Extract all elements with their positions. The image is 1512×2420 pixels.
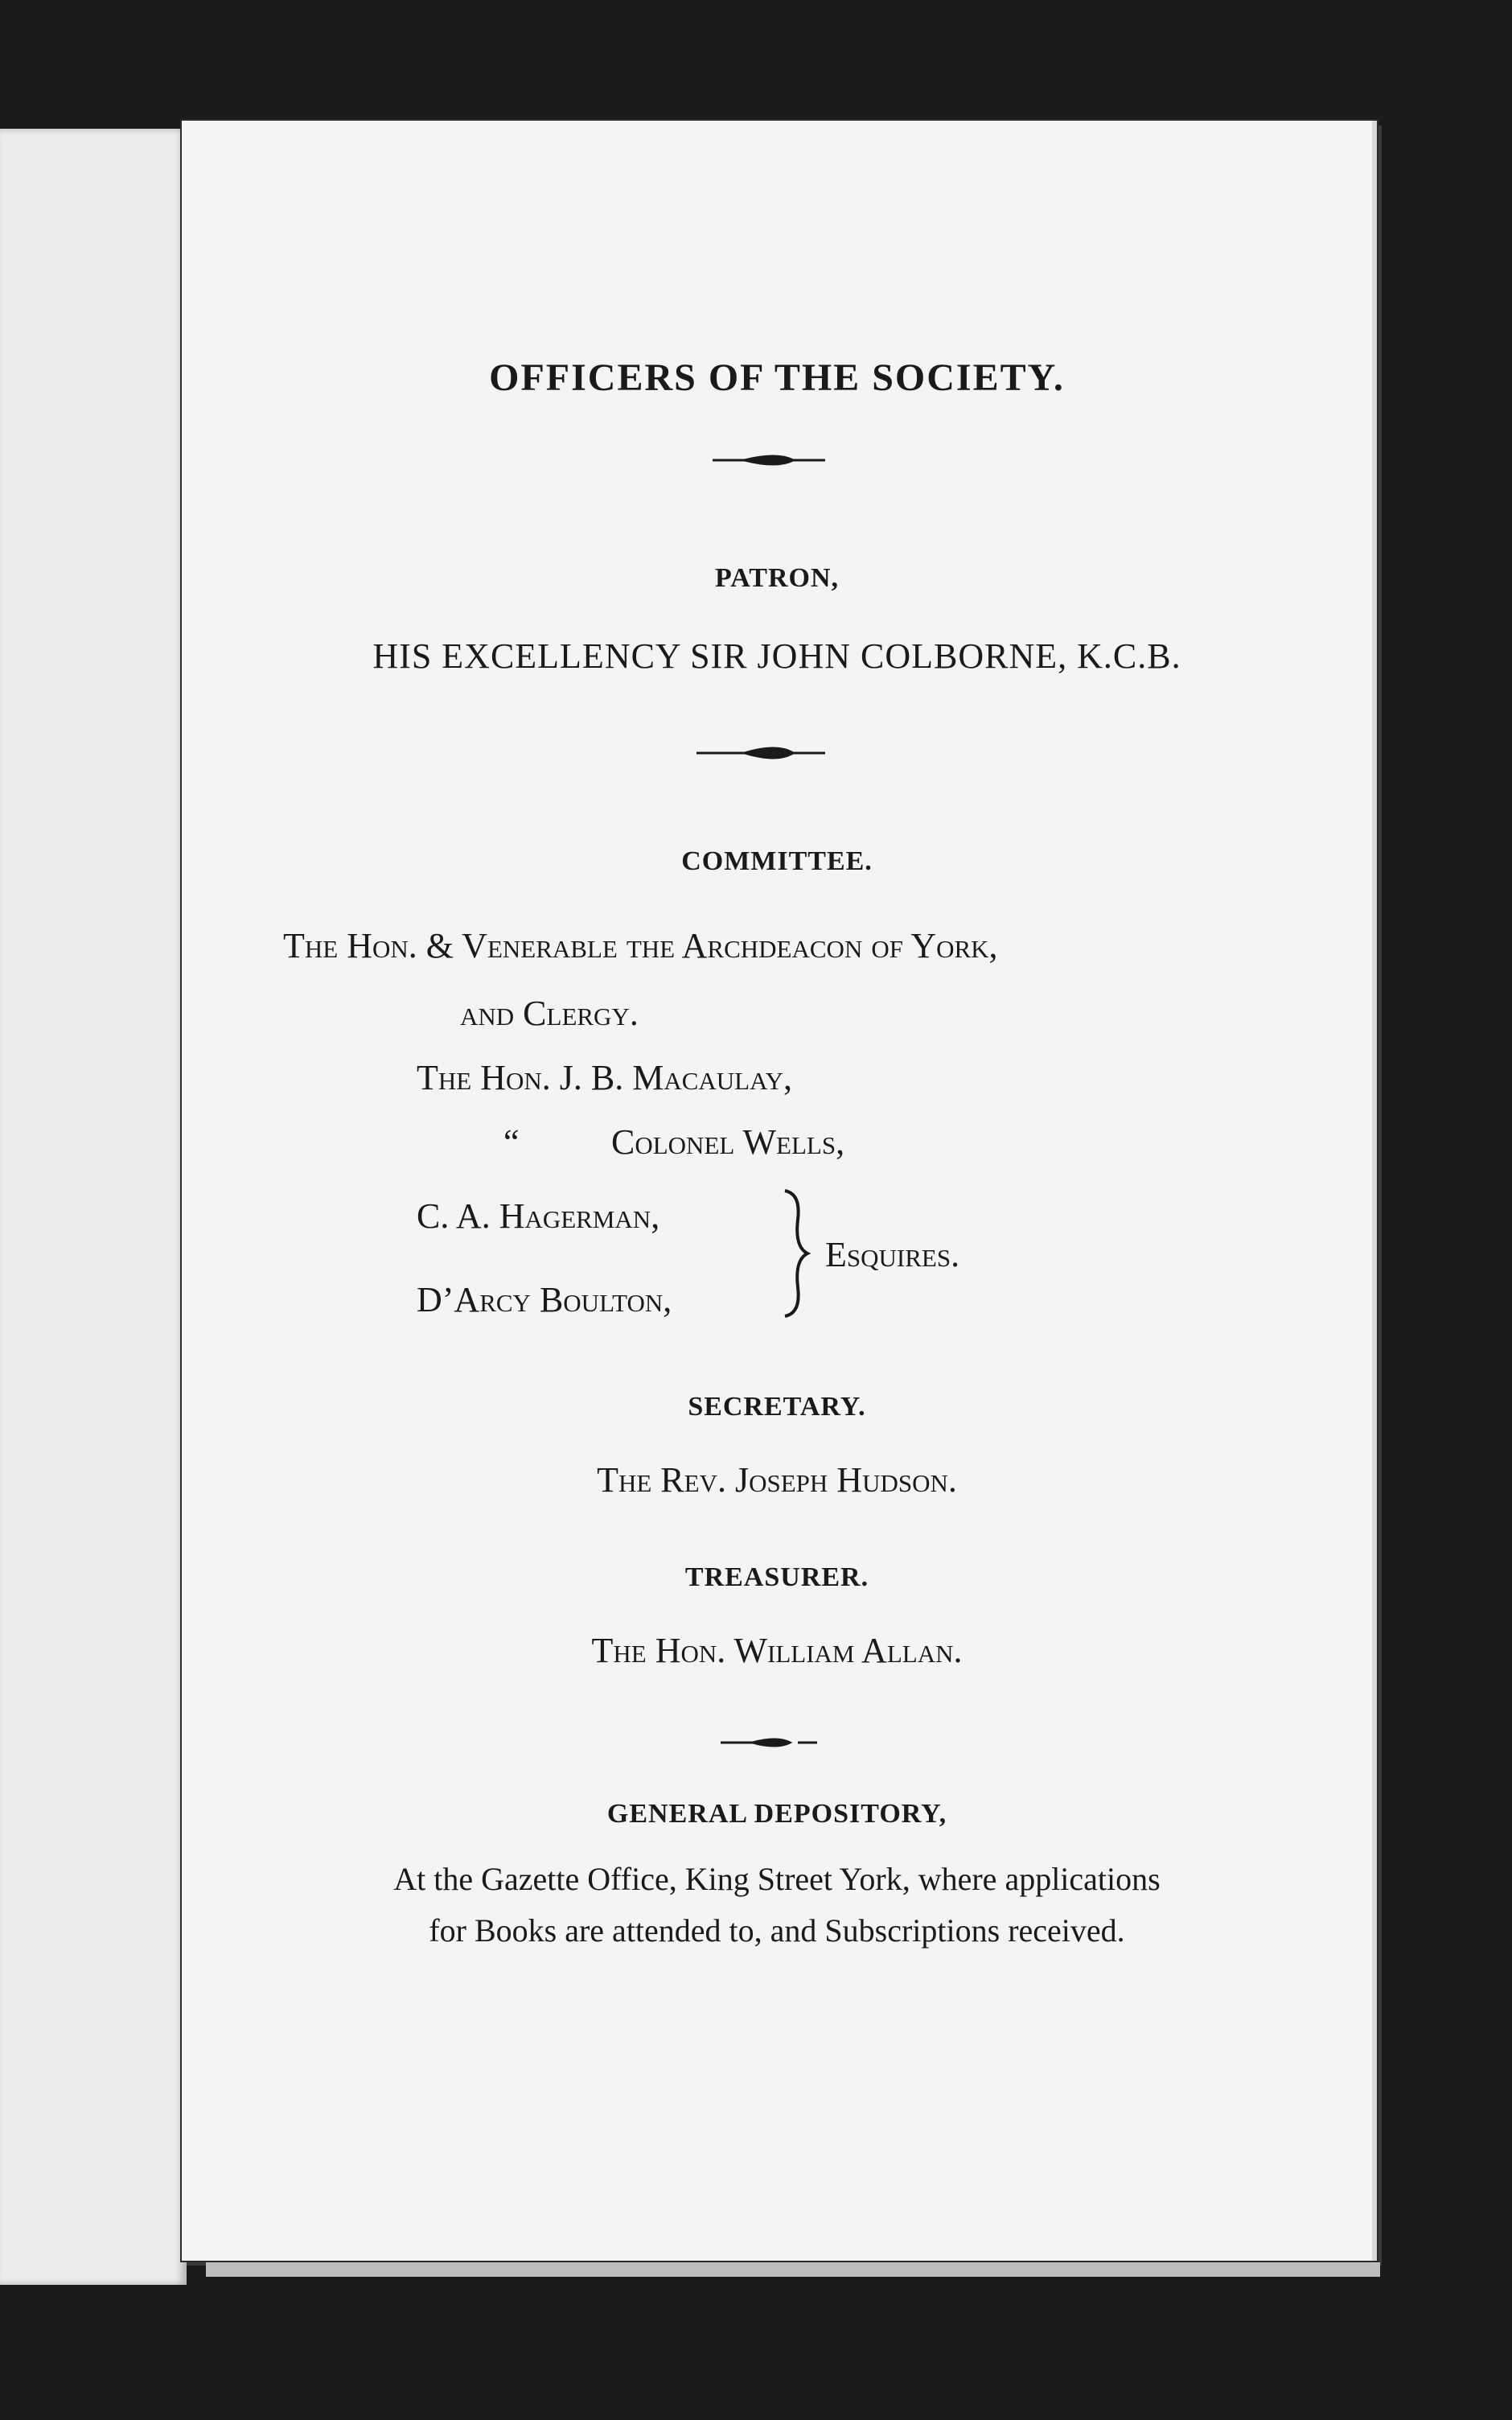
ornament-divider [182, 451, 1372, 470]
page-edge [206, 2262, 1380, 2277]
page-title: OFFICERS OF THE SOCIETY. [489, 356, 1065, 399]
depository-line: At the Gazette Office, King Street York, where applications [393, 1861, 1161, 1897]
committee-member-boulton: D’Arcy Boulton, [417, 1280, 672, 1319]
depository-line: for Books are attended to, and Subscriptions received. [429, 1912, 1125, 1949]
committee-line-clergy: and Clergy. [460, 994, 639, 1033]
committee-member-hagerman: C. A. Hagerman, [417, 1196, 660, 1236]
ornament-divider [182, 743, 1372, 763]
treasurer-heading: TREASURER. [684, 1562, 869, 1592]
secretary-name: The Rev. Joseph Hudson. [597, 1460, 957, 1500]
patron-heading: PATRON, [714, 563, 839, 593]
treasurer-name: The Hon. William Allan. [591, 1631, 963, 1670]
committee-line-archdeacon: The Hon. & Venerable the Archdeacon of York, [283, 926, 998, 965]
facing-page [0, 129, 187, 2285]
ditto-mark: “ [503, 1122, 520, 1162]
document-page [182, 121, 1377, 2261]
patron-name: HIS EXCELLENCY SIR JOHN COLBORNE, K.C.B. [372, 636, 1181, 676]
esquires-label: Esquires. [825, 1235, 960, 1274]
brace-icon [780, 1187, 812, 1319]
depository-heading: GENERAL DEPOSITORY, [606, 1799, 947, 1829]
committee-member-wells: Colonel Wells, [611, 1122, 845, 1162]
committee-member-macaulay: The Hon. J. B. Macaulay, [417, 1058, 793, 1097]
committee-heading: COMMITTEE. [681, 846, 873, 876]
ornament-divider [182, 1733, 1372, 1752]
secretary-heading: SECRETARY. [688, 1392, 866, 1422]
